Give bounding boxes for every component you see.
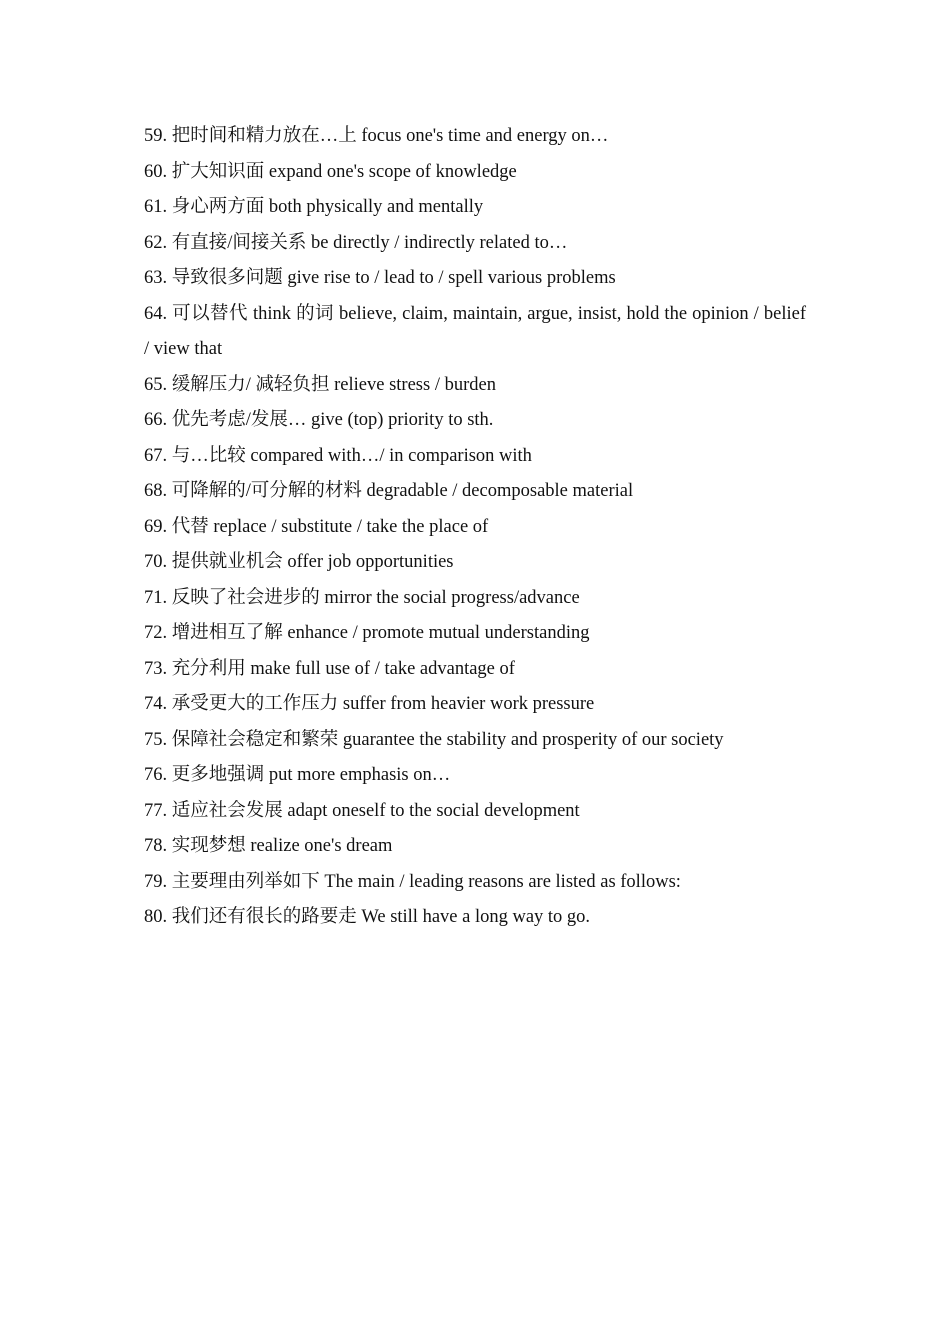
list-item: 74. 承受更大的工作压力 suffer from heavier work pressure [144,694,595,714]
list-item: 71. 反映了社会进步的 mirror the social progress/advance [144,587,580,608]
list-item: 77. 适应社会发展 adapt oneself to the social development [144,800,580,821]
list-item: 78. 实现梦想 realize one's dream [144,836,393,856]
list-item: 66. 优先考虑/发展… give (top) priority to sth. [144,410,494,430]
list-item: 62. 有直接/间接关系 be directly / indirectly related to… [144,232,568,253]
list-item: 73. 充分利用 make full use of / take advantage of [144,658,515,679]
list-item: 65. 缓解压力/ 减轻负担 relieve stress / burden [144,374,496,395]
phrase-list [144,119,806,936]
list-item: 60. 扩大知识面 expand one's scope of knowledge [144,161,517,182]
list-item: 80. 我们还有很长的路要走 We still have a long way to go. [144,907,591,927]
list-item: 76. 更多地强调 put more emphasis on… [144,765,451,785]
list-item: 63. 导致很多问题 give rise to / lead to / spell various problems [144,268,616,288]
list-item: 75. 保障社会稳定和繁荣 guarantee the stability and prosperity of our society [144,729,724,750]
list-item: 59. 把时间和精力放在…上 focus one's time and energy on… [144,126,609,146]
list-item: 68. 可降解的/可分解的材料 degradable / decomposable material [144,481,634,501]
list-item: 69. 代替 replace / substitute / take the place of [144,516,489,537]
list-item: 79. 主要理由列举如下 The main / leading reasons are listed as follows: [144,871,681,892]
list-item: 72. 增进相互了解 enhance / promote mutual understanding [144,623,590,643]
list-item: 70. 提供就业机会 offer job opportunities [144,552,454,572]
list-item: 61. 身心两方面 both physically and mentally [144,197,484,217]
list-item: 67. 与…比较 compared with…/ in comparison with [144,445,532,466]
list-item: 64. 可以替代 think 的词 believe, claim, maintain, argue, insist, hold the opinion / belief / view that [144,303,806,359]
